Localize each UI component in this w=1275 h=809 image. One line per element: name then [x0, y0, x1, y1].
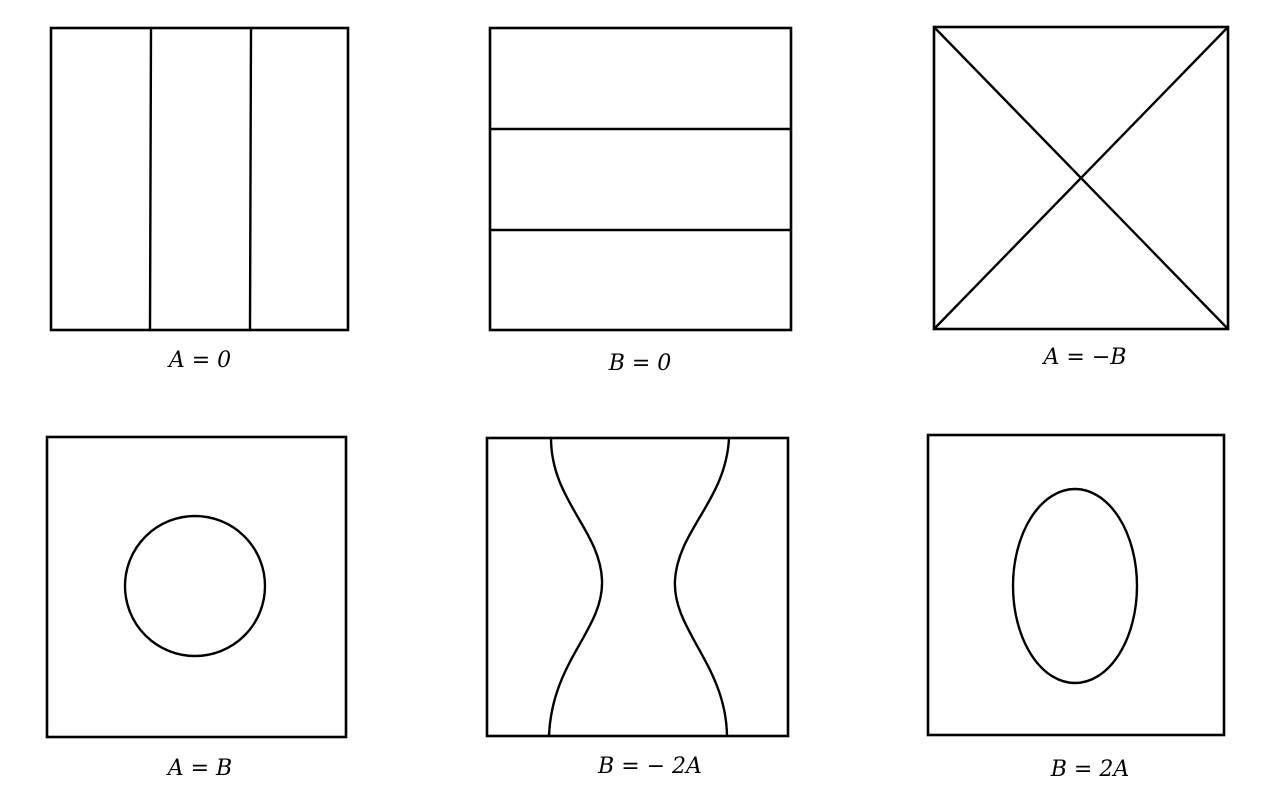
panel-label: A = 0 [168, 348, 232, 373]
panel-label: A = −B [1043, 345, 1127, 370]
nodal-line-vertical-right [250, 28, 251, 330]
panel-a-equals-b [47, 437, 346, 781]
panel-label: A = B [167, 756, 233, 781]
panel-b-equals-minus-2a [487, 438, 788, 779]
panel-label: B = 0 [608, 351, 672, 376]
panel-b-equals-zero [490, 28, 791, 376]
panel-a-equals-zero [51, 28, 348, 373]
nodal-curve-left [549, 438, 602, 736]
nodal-line-vertical-left [150, 28, 151, 330]
nodal-circle [125, 516, 265, 656]
panel-frame [47, 437, 346, 737]
panel-frame [51, 28, 348, 330]
panel-frame [490, 28, 791, 330]
nodal-ellipse [1013, 489, 1137, 683]
nodal-curve-right [675, 438, 729, 736]
panel-label: B = − 2A [598, 754, 702, 779]
panel-frame [487, 438, 788, 736]
panel-a-equals-minus-b [934, 27, 1228, 370]
panel-label: B = 2A [1050, 757, 1130, 782]
panel-b-equals-2a [928, 435, 1224, 782]
panel-frame [928, 435, 1224, 735]
